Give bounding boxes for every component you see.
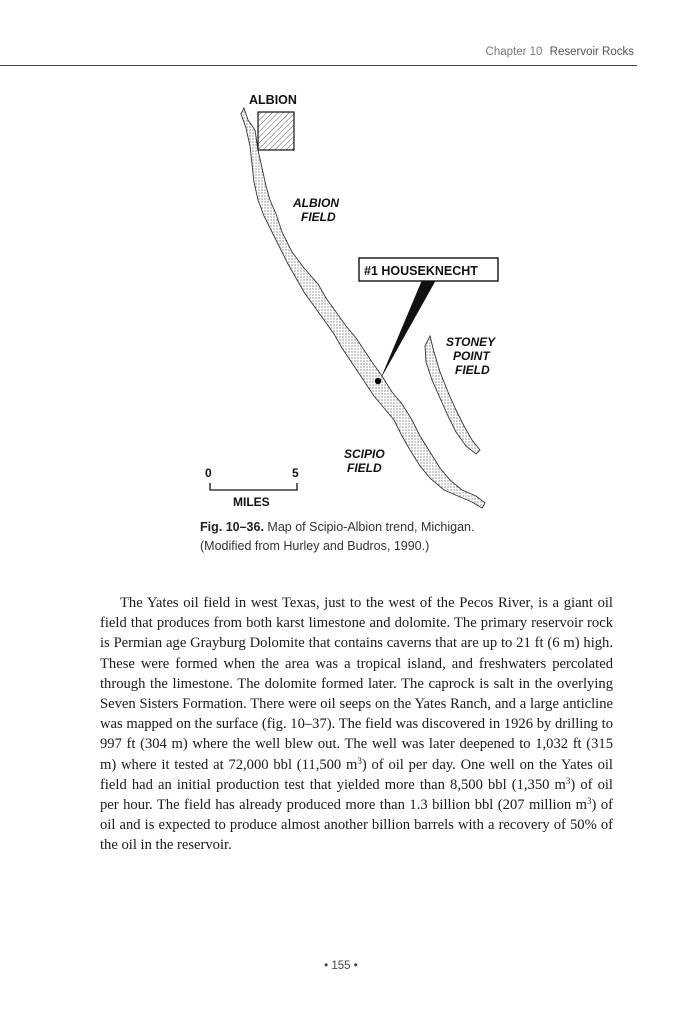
caption-text: Map of Scipio-Albion trend, Michigan.: [267, 520, 475, 534]
figure-caption: [200, 518, 560, 556]
chapter-title: Reservoir Rocks: [549, 46, 634, 58]
label-albion: ALBION: [249, 93, 297, 107]
body-text-part-1: The Yates oil field in west Texas, just to the west of the Pecos River, is a giant oil field that produces from both karst limestone and dolomite. The primary reservoir rock is Permian age Grayburg Dolomite that contains caverns that are up to 21 ft (6 m) high. These were formed when the area was a tropical island, and freshwaters percolated through the limestone. The dolomite formed later. The caprock is salt in the overlying Seven Sisters Formation. There were oil seeps on the Yates Ranch, and a large anticline was mapped on the surface (fig. 10–37). The field was discovered in 1926 by drilling to 997 ft (304 m) where the well blew out. The well was later deepened to 1,032 ft (315 m) where it tested at 72,000 bbl (11,500 m: [100, 595, 613, 773]
caption-line-1: [200, 518, 560, 537]
scale-bar: [205, 466, 299, 509]
running-header: [0, 46, 634, 58]
well-location-dot: [375, 378, 381, 384]
body-text-part-4: ) of oil and is expected to produce almost another billion barrels with a recovery of 50% of the oil in the reservoir.: [100, 797, 613, 854]
superscript-3: 3: [587, 796, 592, 807]
label-albion-field-2: FIELD: [301, 210, 336, 224]
label-stoney-3: FIELD: [455, 363, 490, 377]
label-albion-field-1: ALBION: [293, 196, 339, 210]
scipio-albion-map: [190, 88, 500, 520]
label-scipio-2: FIELD: [347, 461, 382, 475]
scale-label-5: 5: [292, 466, 299, 480]
label-well: #1 HOUSEKNECHT: [364, 264, 478, 278]
body-text-part-3: ) of oil per hour. The field has already produced more than 1.3 billion bbl (207 million m: [100, 776, 613, 814]
superscript-3: 3: [565, 775, 571, 786]
figure-label: Fig. 10–36.: [200, 520, 264, 534]
caption-line-2: (Modified from Hurley and Budros, 1990.): [200, 539, 430, 553]
scale-label-0: 0: [205, 466, 212, 480]
body-text-part-2: ) of oil per day. One well on the Yates oil field had an initial production test that yielded more than 8,500 bbl (1,350 m: [100, 756, 613, 793]
header-rule: [0, 65, 637, 66]
scale-label-miles: MILES: [233, 495, 270, 509]
page-number: • 155 •: [324, 960, 358, 972]
albion-town-block: [258, 112, 294, 150]
label-stoney-2: POINT: [453, 349, 490, 363]
label-stoney-1: STONEY: [446, 335, 496, 349]
superscript-3: 3: [357, 755, 362, 766]
label-scipio-1: SCIPIO: [344, 447, 385, 461]
chapter-number: Chapter 10: [485, 46, 543, 58]
body-paragraph: [100, 593, 613, 856]
